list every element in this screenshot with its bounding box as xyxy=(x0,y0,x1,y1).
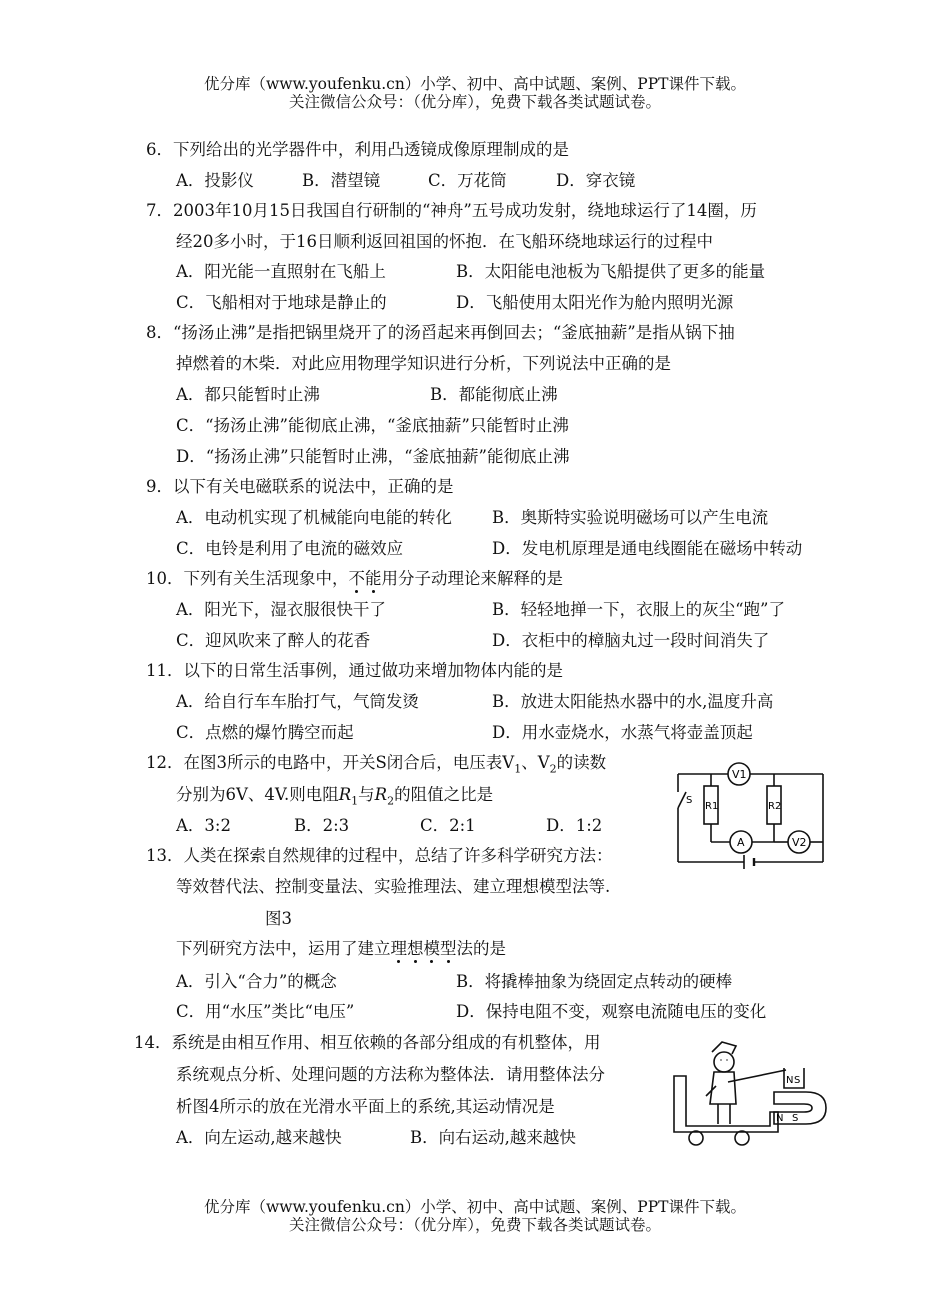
q10-option-a: A．阳光下，湿衣服很快干了 xyxy=(176,600,386,619)
magnet-top-south-label: S xyxy=(794,1075,801,1086)
header-line-2: 关注微信公众号：（优分库），免费下载各类试题试卷。 xyxy=(288,93,661,111)
q11-option-b: B．放进太阳能热水器中的水,温度升高 xyxy=(492,692,774,711)
q12-stem-2-post: 的阻值之比是 xyxy=(394,785,494,804)
q13-stem-2: 等效替代法、控制变量法、实验推理法、建立理想模型法等. xyxy=(176,877,611,896)
magnet-bottom-south-label: S xyxy=(792,1113,799,1124)
q11-option-d: D．用水壶烧水，水蒸气将壶盖顶起 xyxy=(492,723,753,742)
q10-option-d: D．衣柜中的樟脑丸过一段时间消失了 xyxy=(492,631,770,650)
footer-line-1: 优分库（www.youfenku.cn）小学、初中、高中试题、案例、PPT课件下载。 xyxy=(203,1198,747,1216)
q6-option-b: B．潜望镜 xyxy=(302,171,381,190)
q10-emphasis-2: 能 xyxy=(365,569,382,588)
q12-r2-subscript: 2 xyxy=(387,794,395,808)
q9-stem: 9．以下有关电磁联系的说法中，正确的是 xyxy=(146,477,454,496)
q13-emphasis-2: 想 xyxy=(407,939,424,958)
q7-option-a: A．阳光能一直照射在飞船上 xyxy=(176,262,386,281)
q13-stem-1: 13．人类在探索自然规律的过程中，总结了许多科学研究方法： xyxy=(146,846,613,865)
switch-label: S xyxy=(686,795,693,806)
resistor-r1-label: R1 xyxy=(705,801,719,812)
q7-stem-1: 7．2003年10月15日我国自行研制的“神舟”五号成功发射，绕地球运行了14圈，历 xyxy=(146,201,757,220)
q12-option-a: A．3:2 xyxy=(176,816,231,835)
q10-stem-post: 用分子动理论来解释的是 xyxy=(381,569,563,588)
circuit-figure xyxy=(666,762,832,874)
q14-stem-2: 系统观点分析、处理问题的方法称为整体法．请用整体法分 xyxy=(176,1065,605,1084)
q12-conjunction: 与 xyxy=(358,785,375,804)
q12-v2-subscript: 2 xyxy=(549,762,557,776)
q8-option-a: A．都只能暂时止沸 xyxy=(176,385,320,404)
q12-stem-1-mid: 、V xyxy=(521,753,550,772)
q7-option-b: B．太阳能电池板为飞船提供了更多的能量 xyxy=(456,262,766,281)
q6-option-a: A．投影仪 xyxy=(176,171,254,190)
q13-emphasis-3: 模 xyxy=(423,939,440,958)
q13-option-b: B．将撬棒抽象为绕固定点转动的硬棒 xyxy=(456,972,733,991)
voltmeter-v1-label: V1 xyxy=(732,768,747,781)
q8-option-c: C．“扬汤止沸”能彻底止沸，“釜底抽薪”只能暂时止沸 xyxy=(176,416,569,435)
q8-stem-1: 8．“扬汤止沸”是指把锅里烧开了的汤舀起来再倒回去；“釜底抽薪”是指从锅下抽 xyxy=(146,323,735,342)
q13-stem-3 xyxy=(176,938,506,960)
q13-emphasis-1: 理 xyxy=(390,939,407,958)
q12-stem-2 xyxy=(176,784,493,812)
cart-magnet-figure xyxy=(666,1034,838,1152)
q13-stem-3-post: 法的是 xyxy=(456,939,506,958)
footer-line-2: 关注微信公众号：（优分库），免费下载各类试题试卷。 xyxy=(288,1216,661,1234)
q14-option-b: B．向右运动,越来越快 xyxy=(410,1128,576,1147)
q12-r2-symbol: R xyxy=(374,785,388,804)
q9-option-d: D．发电机原理是通电线圈能在磁场中转动 xyxy=(492,539,803,558)
q12-r1-symbol: R xyxy=(338,785,352,804)
q12-r1-subscript: 1 xyxy=(351,794,359,808)
q7-stem-2: 经20多小时，于16日顺利返回祖国的怀抱．在飞船环绕地球运行的过程中 xyxy=(176,232,713,251)
q11-option-a: A．给自行车车胎打气，气筒发烫 xyxy=(176,692,419,711)
cart-wheel-right-icon xyxy=(735,1131,749,1145)
q12-stem-1-post: 的读数 xyxy=(556,753,607,772)
q13-stem-3-pre: 下列研究方法中，运用了建立 xyxy=(176,939,391,958)
voltmeter-v2-label: V2 xyxy=(792,836,807,849)
q11-option-c: C．点燃的爆竹腾空而起 xyxy=(176,723,354,742)
magnet-bottom-north-label: N xyxy=(776,1113,784,1124)
q7-option-d: D．飞船使用太阳光作为舱内照明光源 xyxy=(456,293,734,312)
q12-v1-subscript: 1 xyxy=(514,762,522,776)
figure-3-caption: 图3 xyxy=(265,909,292,928)
q7-option-c: C．飞船相对于地球是静止的 xyxy=(176,293,387,312)
q14-option-a: A．向左运动,越来越快 xyxy=(176,1128,342,1147)
q10-stem xyxy=(146,568,563,590)
q9-option-c: C．电铃是利用了电流的磁效应 xyxy=(176,539,404,558)
q14-stem-1: 14．系统是由相互作用、相互依赖的各部分组成的有机整体，用 xyxy=(134,1033,601,1052)
q10-emphasis-1: 不 xyxy=(348,569,365,588)
q6-stem: 6．下列给出的光学器件中，利用凸透镜成像原理制成的是 xyxy=(146,140,569,159)
q6-option-c: C．万花筒 xyxy=(428,171,507,190)
q12-stem-2-pre: 分别为6V、4V.则电阻 xyxy=(176,785,339,804)
q10-option-c: C．迎风吹来了醉人的花香 xyxy=(176,631,371,650)
q12-option-b: B．2:3 xyxy=(294,816,350,835)
q13-option-a: A．引入“合力”的概念 xyxy=(176,972,337,991)
q10-option-b: B．轻轻地掸一下，衣服上的灰尘“跑”了 xyxy=(492,600,785,619)
q9-option-a: A．电动机实现了机械能向电能的转化 xyxy=(176,508,452,527)
q12-option-d: D．1:2 xyxy=(546,816,603,835)
q12-stem-1 xyxy=(146,752,606,780)
q13-option-d: D．保持电阻不变，观察电流随电压的变化 xyxy=(456,1002,767,1021)
q6-option-d: D．穿衣镜 xyxy=(556,171,636,190)
q11-stem: 11．以下的日常生活事例，通过做功来增加物体内能的是 xyxy=(146,661,563,680)
q9-option-b: B．奥斯特实验说明磁场可以产生电流 xyxy=(492,508,769,527)
q8-stem-2: 掉燃着的木柴．对此应用物理学知识进行分析，下列说法中正确的是 xyxy=(176,354,671,373)
cart-wheel-left-icon xyxy=(689,1131,703,1145)
ammeter-label: A xyxy=(737,836,745,849)
resistor-r2-label: R2 xyxy=(768,801,782,812)
q12-stem-1-pre: 12．在图3所示的电路中，开关S闭合后，电压表V xyxy=(146,753,515,772)
q8-option-b: B．都能彻底止沸 xyxy=(430,385,558,404)
q8-option-d: D．“扬汤止沸”只能暂时止沸，“釜底抽薪”能彻底止沸 xyxy=(176,447,570,466)
q10-stem-pre: 10．下列有关生活现象中， xyxy=(146,569,349,588)
q12-option-c: C．2:1 xyxy=(420,816,476,835)
q13-emphasis-4: 型 xyxy=(440,939,457,958)
magnet-top-north-label: N xyxy=(786,1075,794,1086)
q14-stem-3: 析图4所示的放在光滑水平面上的系统,其运动情况是 xyxy=(176,1097,555,1116)
header-line-1: 优分库（www.youfenku.cn）小学、初中、高中试题、案例、PPT课件下载。 xyxy=(203,75,747,93)
q13-option-c: C．用“水压”类比“电压” xyxy=(176,1002,355,1021)
